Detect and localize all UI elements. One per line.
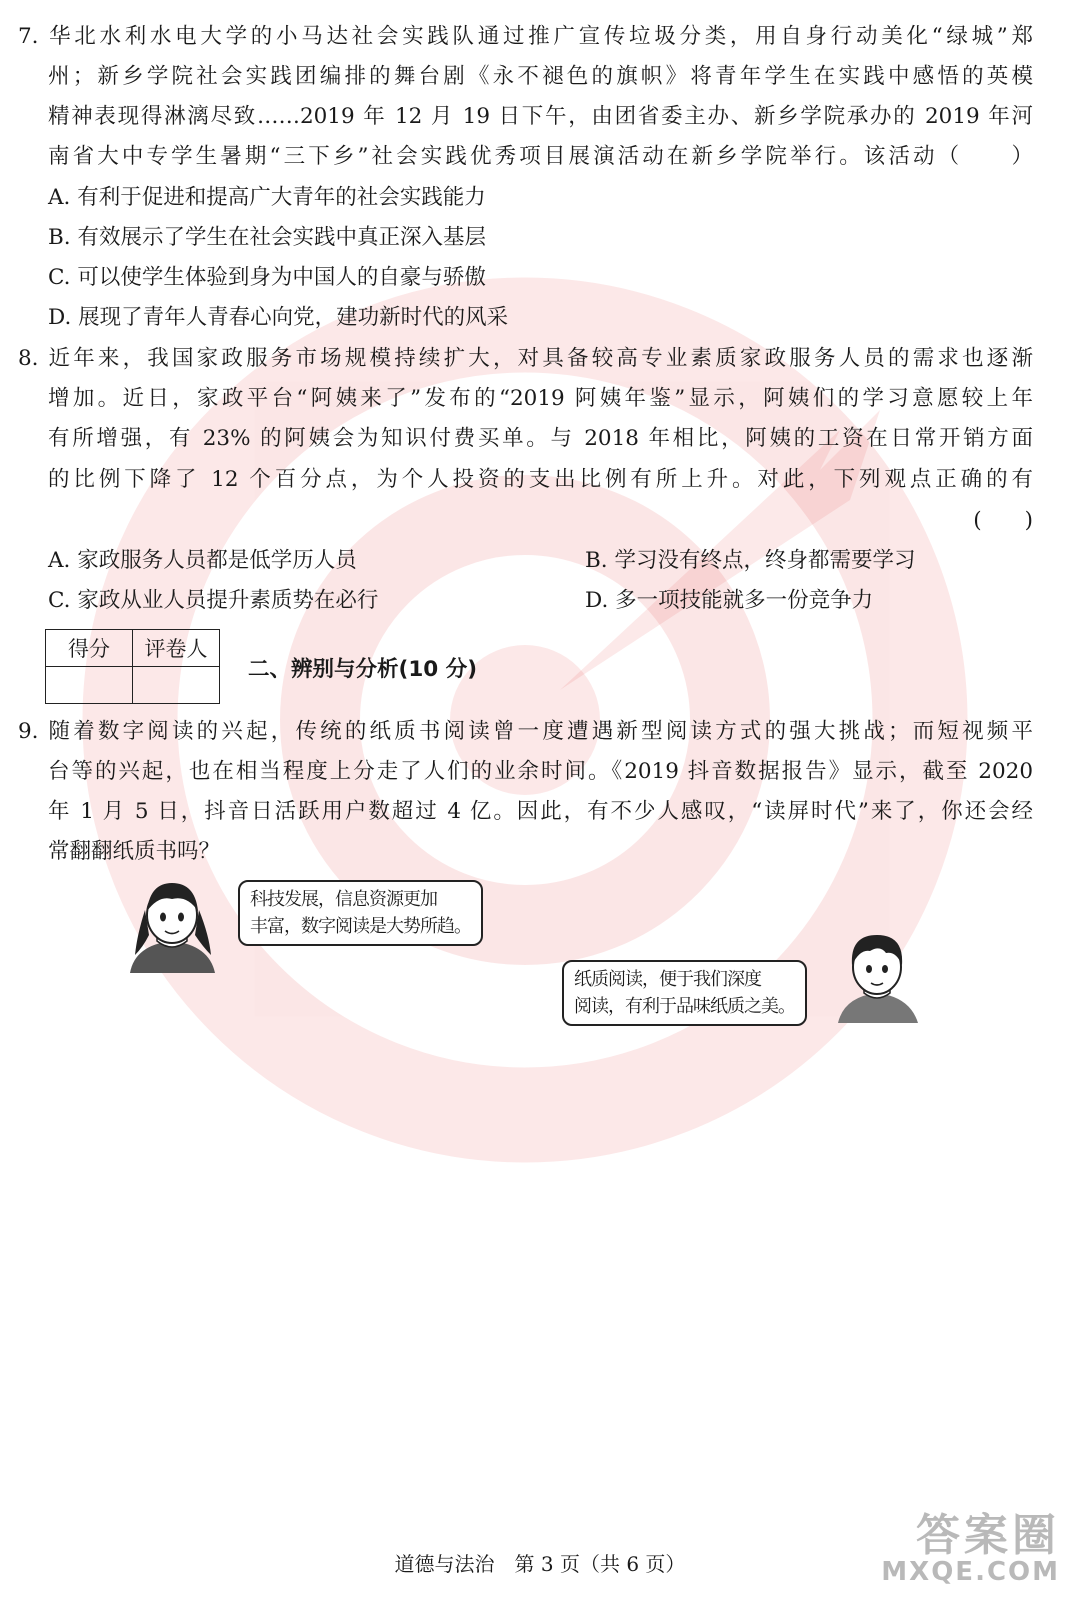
q8-option-d: D. 多一项技能就多一份竞争力: [585, 588, 874, 613]
q8-line-1: 8. 近年来，我国家政服务市场规模持续扩大，对具备较高专业素质家政服务人员的需求也逐渐: [18, 346, 1033, 371]
q9-line-2: 台等的兴起，也在相当程度上分走了人们的业余时间。《2019 抖音数据报告》显示，截至 2020: [48, 759, 1033, 784]
q7-option-d: D. 展现了青年人青春心向党，建功新时代的风采: [48, 305, 509, 330]
q9-line-4: 常翻翻纸质书吗？: [48, 839, 221, 864]
q8-line-4: 的比例下降了 12 个百分点，为个人投资的支出比例有所上升。对此，下列观点正确的有: [48, 467, 1033, 492]
girl-speech-bubble: 科技发展，信息资源更加 丰富，数字阅读是大势所趋。: [238, 880, 483, 946]
q8-line-3: 有所增强，有 23% 的阿姨会为知识付费买单。与 2018 年相比，阿姨的工资在日常开销方面: [48, 426, 1033, 451]
q7-line-3: 精神表现得淋漓尽致……2019 年 12 月 19 日下午，由团省委主办、新乡学院承办的 2019 年河: [48, 104, 1033, 129]
grader-cell: [133, 667, 220, 704]
brand-watermark: [881, 1499, 1060, 1587]
boy-speech-bubble: 纸质阅读，便于我们深度 阅读，有利于品味纸质之美。: [562, 960, 807, 1026]
q7-option-c: C. 可以使学生体验到身为中国人的自豪与骄傲: [48, 265, 486, 290]
q7-line-4: 南省大中专学生暑期“三下乡”社会实践优秀项目展演活动在新乡学院举行。该活动（ ）: [48, 144, 1033, 169]
q8-answer-paren: ( ): [973, 508, 1033, 533]
q7-option-b: B. 有效展示了学生在社会实践中真正深入基层: [48, 225, 486, 250]
q8-option-b: B. 学习没有终点，终身都需要学习: [585, 548, 916, 573]
brand-name: 答案圈: [916, 1510, 1060, 1561]
boy-illustration: [830, 925, 925, 1025]
q8-line-2: 增加。近日，家政平台“阿姨来了”发布的“2019 阿姨年鉴”显示，阿姨们的学习意愿较上年: [48, 386, 1033, 411]
q7-line-2: 州；新乡学院社会实践团编排的舞台剧《永不褪色的旗帜》将青年学生在实践中感悟的英模: [48, 64, 1033, 89]
q9-line-3: 年 1 月 5 日，抖音日活跃用户数超过 4 亿。因此，有不少人感叹，“读屏时代”来了，你还会经: [48, 799, 1033, 824]
girl-illustration: [125, 875, 220, 975]
q9-line-1: 9. 随着数字阅读的兴起，传统的纸质书阅读曾一度遭遇新型阅读方式的强大挑战；而短视频平: [18, 719, 1033, 744]
page-footer: 道德与法治 第 3 页（共 6 页）: [394, 1552, 686, 1576]
section-title: 二、辨别与分析(10 分): [248, 657, 478, 682]
score-cell: [46, 667, 133, 704]
q7-option-a: A. 有利于促进和提高广大青年的社会实践能力: [48, 185, 486, 210]
score-box: [45, 629, 220, 704]
score-header: 得分: [46, 630, 133, 667]
q8-option-a: A. 家政服务人员都是低学历人员: [48, 548, 357, 573]
grader-header: 评卷人: [133, 630, 220, 667]
q7-line-1: 7. 华北水利水电大学的小马达社会实践队通过推广宣传垃圾分类，用自身行动美化“绿城”郑: [18, 24, 1033, 49]
q8-option-c: C. 家政从业人员提升素质势在必行: [48, 588, 379, 613]
brand-url: MXQE.COM: [881, 1557, 1060, 1587]
